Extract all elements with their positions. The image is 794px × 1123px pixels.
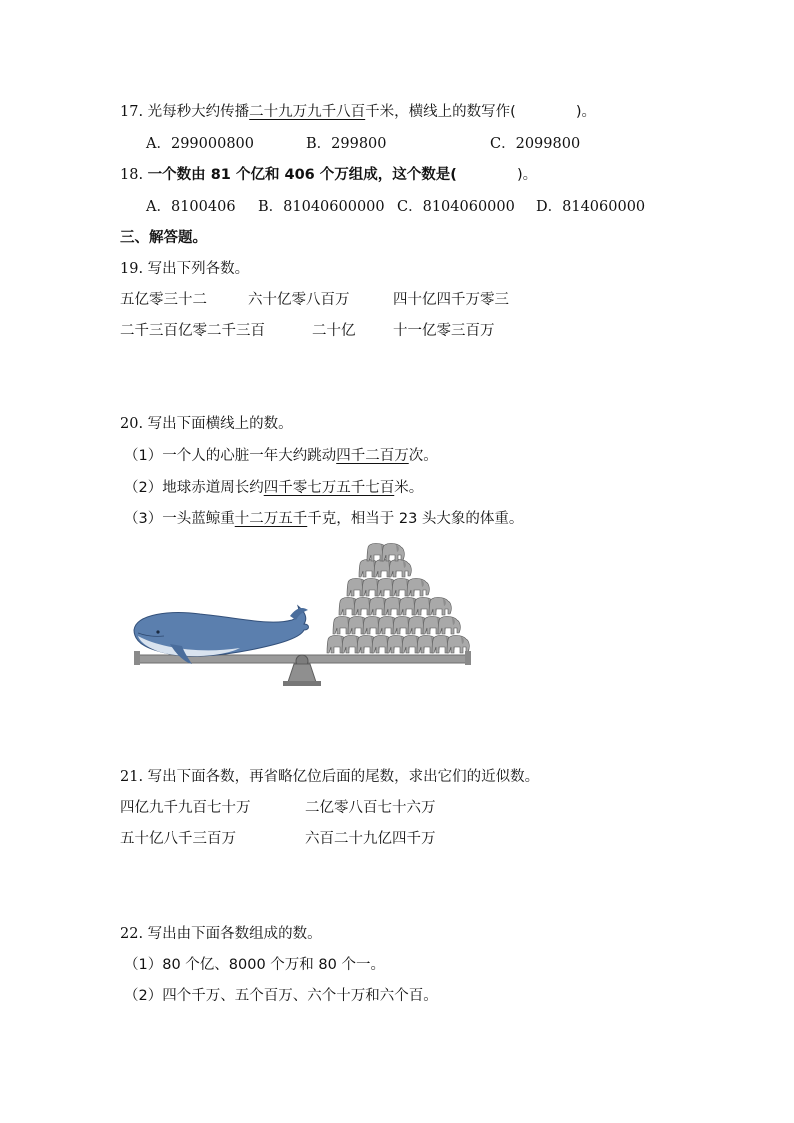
q19-number: 19. [120, 261, 144, 277]
q19-item-5: 二十亿 [312, 323, 356, 339]
q22-item-2-index: （2） [124, 988, 163, 1004]
q20-item-3-index: （3） [124, 511, 163, 527]
q20-item-2-underlined: 四千零七万五千七百 [263, 480, 395, 496]
q21-line [120, 767, 539, 787]
q21-number: 21. [120, 769, 144, 785]
q22-item-2 [124, 986, 438, 1006]
q20-item-3-underlined: 十二万五千 [234, 511, 308, 527]
q22-item-1-text: 80 个亿、8000 个万和 80 个一。 [162, 957, 385, 973]
q17-number: 17. [120, 104, 144, 120]
q22-item-1-index: （1） [124, 957, 163, 973]
q21-item-2: 二亿零八百七十六万 [305, 800, 436, 816]
q18-option-c[interactable]: C．8104060000 [397, 199, 515, 215]
q21-item-1: 四亿九千九百七十万 [120, 800, 251, 816]
scale-beam-left-end [134, 651, 140, 665]
q18-text: 一个数由 81 个亿和 406 个万组成，这个数是( [147, 167, 457, 183]
section-title: 三、解答题。 [120, 230, 207, 246]
q19-item-4: 二千三百亿零二千三百 [120, 323, 265, 339]
q20-item-2-index: （2） [124, 480, 163, 496]
elephant-pyramid [327, 543, 469, 653]
q20-item-1-suffix: 次。 [408, 448, 438, 464]
q20-item-3-prefix: 一头蓝鲸重 [162, 511, 235, 527]
q22-line [120, 924, 322, 944]
scale-base [283, 681, 321, 686]
q20-line [120, 414, 293, 434]
scale-beam-right-end [465, 651, 471, 665]
q17-option-b[interactable]: B．299800 [306, 136, 387, 152]
q18-option-a[interactable]: A．8100406 [146, 199, 236, 215]
q22-number: 22. [120, 926, 144, 942]
q19-line [120, 259, 249, 279]
q17-prefix: 光每秒大约传播 [147, 104, 250, 120]
q18-option-d[interactable]: D．814060000 [536, 199, 646, 215]
q20-item-1-index: （1） [124, 448, 163, 464]
q21-item-3: 五十亿八千三百万 [120, 831, 236, 847]
q19-item-6: 十一亿零三百万 [393, 323, 495, 339]
q21-item-4: 六百二十九亿四千万 [305, 831, 436, 847]
q19-item-3: 四十亿四千万零三 [393, 292, 509, 308]
q18-option-b[interactable]: B．81040600000 [258, 199, 385, 215]
q17-suffix: 千米，横线上的数写作( [365, 104, 516, 120]
q17-underlined: 二十九万九千八百 [249, 104, 366, 120]
q17-option-c[interactable]: C．2099800 [490, 136, 581, 152]
q17-option-a[interactable]: A．299000800 [146, 136, 254, 152]
q19-item-1: 五亿零三十二 [120, 292, 207, 308]
q17-line [120, 102, 596, 122]
q20-item-1-prefix: 一个人的心脏一年大约跳动 [162, 448, 337, 464]
q20-item-1-underlined: 四千二百万 [336, 448, 409, 464]
q19-item-2: 六十亿零八百万 [248, 292, 350, 308]
q20-item-2 [124, 478, 423, 498]
q20-item-2-suffix: 米。 [394, 480, 424, 496]
elephant-icon [389, 559, 411, 577]
elephant-icon [407, 578, 429, 596]
q20-item-1 [124, 446, 438, 466]
elephant-icon [447, 635, 469, 653]
elephant-icon [382, 543, 404, 561]
elephant-icon [438, 616, 460, 634]
q18-line [120, 165, 537, 185]
whale-elephant-scale-illustration [130, 540, 475, 690]
q20-item-3 [124, 509, 523, 529]
q18-close: )。 [516, 167, 538, 183]
q20-item-3-suffix: 千克，相当于 23 头大象的体重。 [307, 511, 524, 527]
q19-text: 写出下列各数。 [147, 261, 250, 277]
q21-text: 写出下面各数，再省略亿位后面的尾数，求出它们的近似数。 [147, 769, 540, 785]
scale-fulcrum [288, 664, 316, 682]
q17-close: )。 [575, 104, 596, 120]
elephant-icon [429, 597, 451, 615]
q22-item-1 [124, 955, 385, 975]
q20-item-2-prefix: 地球赤道周长约 [162, 480, 264, 496]
q22-text: 写出由下面各数组成的数。 [147, 926, 322, 942]
q20-number: 20. [120, 416, 144, 432]
q22-item-2-text: 四个千万、五个百万、六个十万和六个百。 [162, 988, 438, 1004]
q18-number: 18. [120, 167, 144, 183]
q20-text: 写出下面横线上的数。 [147, 416, 293, 432]
